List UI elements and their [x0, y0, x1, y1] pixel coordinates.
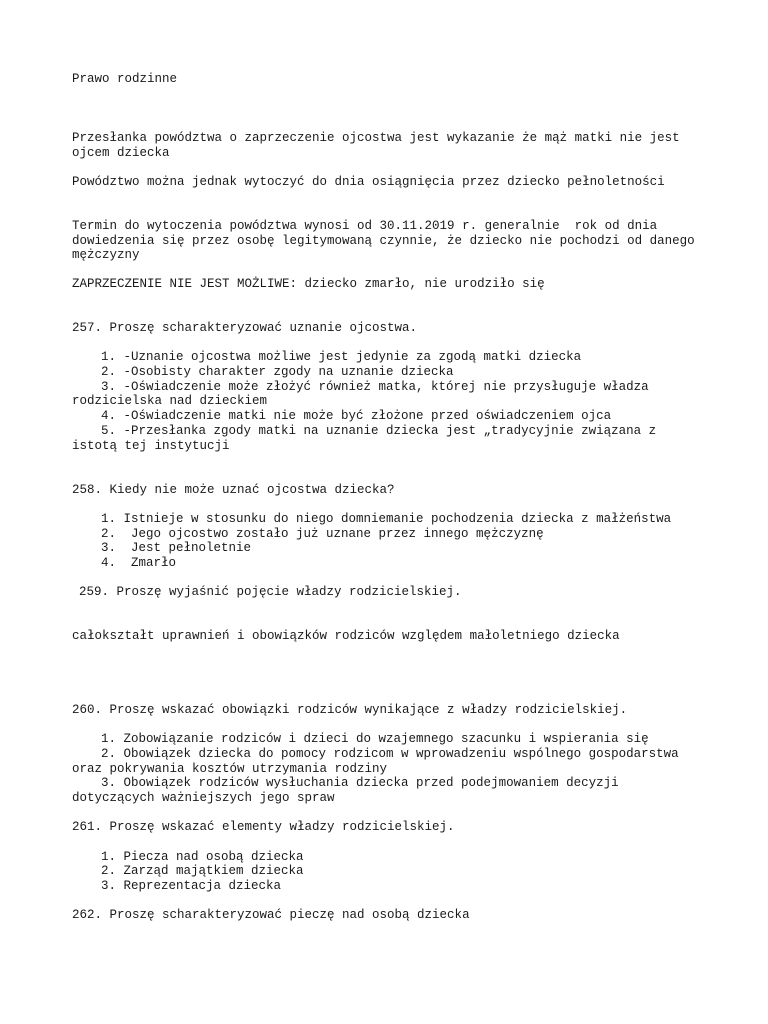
intro-paragraph-line: dowiedzenia się przez osobę legitymowaną czynnie, że dziecko nie pochodzi od danego: [72, 234, 695, 248]
list-item: 3. -Oświadczenie może złożyć również matka, której nie przysługuje władza: [101, 380, 649, 394]
intro-paragraph-line: mężczyzny: [72, 248, 140, 262]
list-item: 4. Zmarło: [101, 556, 177, 570]
question-258: 258. Kiedy nie może uznać ojcostwa dziecka?: [72, 483, 395, 497]
list-item: 2. Jego ojcostwo zostało już uznane przez innego mężczyznę: [101, 527, 544, 541]
list-item: 1. Zobowiązanie rodziców i dzieci do wzajemnego szacunku i wspierania się: [101, 732, 649, 746]
list-item: 1. Istnieje w stosunku do niego domniemanie pochodzenia dziecka z małżeństwa: [101, 512, 672, 526]
list-item-continuation: istotą tej instytucji: [72, 439, 230, 453]
list-item-continuation: dotyczących ważniejszych jego spraw: [72, 791, 335, 805]
list-item: 3. Obowiązek rodziców wysłuchania dziecka przed podejmowaniem decyzji: [101, 776, 619, 790]
answer-259: całokształt uprawnień i obowiązków rodziców względem małoletniego dziecka: [72, 629, 620, 643]
list-item: 2. Obowiązek dziecka do pomocy rodzicom w wprowadzeniu wspólnego gospodarstwa: [101, 747, 679, 761]
list-item: 4. -Oświadczenie matki nie może być złożone przed oświadczeniem ojca: [101, 409, 612, 423]
document-title: Prawo rodzinne: [72, 72, 178, 86]
list-item: 1. -Uznanie ojcostwa możliwe jest jedynie za zgodą matki dziecka: [101, 350, 582, 364]
list-item: 5. -Przesłanka zgody matki na uznanie dziecka jest „tradycyjnie związana z: [101, 424, 657, 438]
question-257: 257. Proszę scharakteryzować uznanie ojcostwa.: [72, 321, 418, 335]
list-item: 3. Jest pełnoletnie: [101, 541, 252, 555]
intro-paragraph-line: ojcem dziecka: [72, 146, 170, 160]
question-262: 262. Proszę scharakteryzować pieczę nad osobą dziecka: [72, 908, 470, 922]
list-item-continuation: oraz pokrywania kosztów utrzymania rodziny: [72, 762, 388, 776]
question-261: 261. Proszę wskazać elementy władzy rodzicielskiej.: [72, 820, 455, 834]
intro-paragraph-line: Przesłanka powództwa o zaprzeczenie ojcostwa jest wykazanie że mąż matki nie jest: [72, 131, 680, 145]
intro-paragraph-line: ZAPRZECZENIE NIE JEST MOŻLIWE: dziecko zmarło, nie urodziło się: [72, 277, 545, 291]
list-item: 2. Zarząd majątkiem dziecka: [101, 864, 304, 878]
intro-paragraph-line: Termin do wytoczenia powództwa wynosi od 30.11.2019 r. generalnie rok od dnia: [72, 219, 658, 233]
list-item: 3. Reprezentacja dziecka: [101, 879, 282, 893]
list-item: 1. Piecza nad osobą dziecka: [101, 850, 304, 864]
intro-paragraph-line: Powództwo można jednak wytoczyć do dnia osiągnięcia przez dziecko pełnoletności: [72, 175, 665, 189]
question-260: 260. Proszę wskazać obowiązki rodziców wynikające z władzy rodzicielskiej.: [72, 703, 628, 717]
list-item: 2. -Osobisty charakter zgody na uznanie dziecka: [101, 365, 454, 379]
list-item-continuation: rodzicielska nad dzieckiem: [72, 394, 268, 408]
question-259: 259. Proszę wyjaśnić pojęcie władzy rodzicielskiej.: [79, 585, 462, 599]
